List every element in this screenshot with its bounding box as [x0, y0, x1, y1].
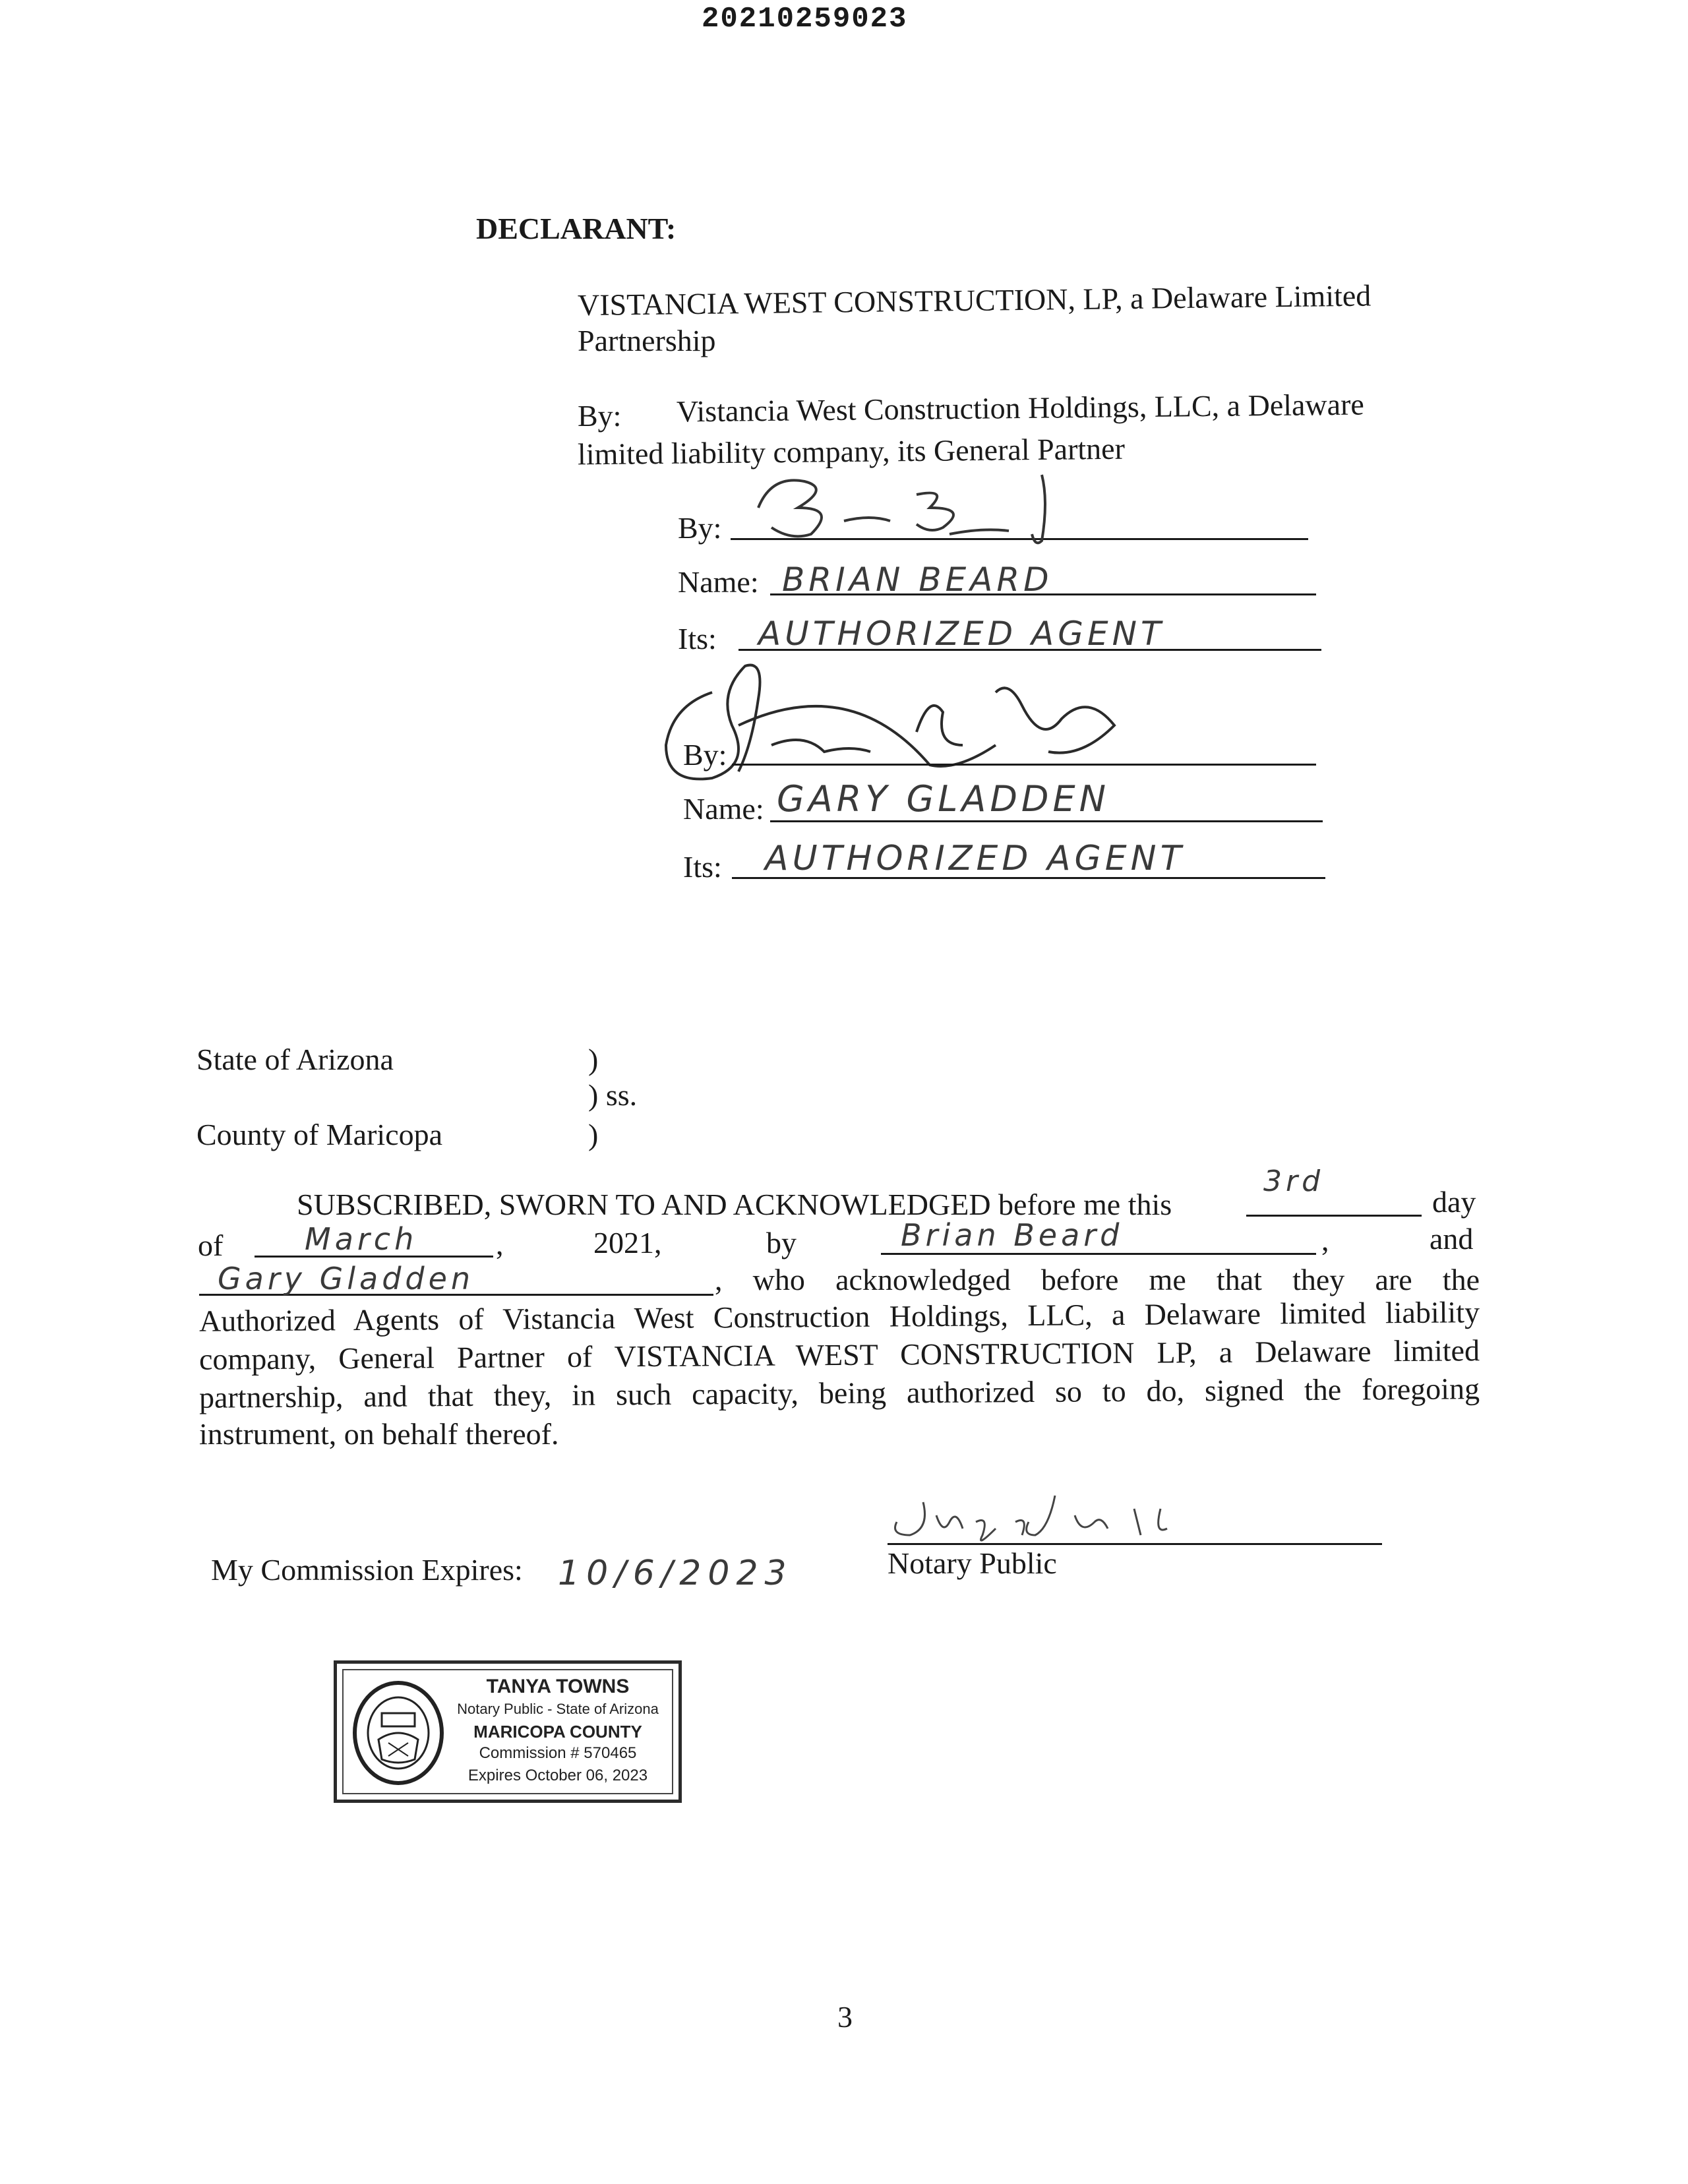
declarant-heading: DECLARANT:	[476, 212, 677, 245]
commission-value: 10/6/2023	[558, 1554, 793, 1593]
stamp-title: Notary Public - State of Arizona	[457, 1701, 659, 1717]
sig2-by-label: By:	[683, 738, 727, 772]
ack-person2-value: Gary Gladden	[218, 1261, 475, 1296]
stamp-name: TANYA TOWNS	[486, 1676, 630, 1697]
sig1-by-label: By:	[678, 511, 722, 545]
venue-ss: ) ss.	[588, 1078, 638, 1112]
ack-day-value: 3rd	[1263, 1165, 1325, 1198]
stamp-county: MARICOPA COUNTY	[473, 1722, 642, 1742]
sig1-signature	[732, 462, 1075, 547]
sig1-its-value: AUTHORIZED AGENT	[758, 615, 1165, 653]
sig2-name-value: GARY GLADDEN	[777, 778, 1110, 820]
sig2-its-label: Its:	[683, 850, 722, 884]
venue-state: State of Arizona	[196, 1043, 394, 1076]
declarant-entity-line2: Partnership	[578, 324, 716, 357]
sig2-name-line	[770, 820, 1323, 822]
notary-stamp	[334, 1660, 682, 1803]
sig2-signature	[653, 653, 1141, 798]
venue-paren-bottom: )	[588, 1118, 599, 1151]
page-number: 3	[837, 2000, 853, 2034]
notary-label: Notary Public	[888, 1546, 1057, 1580]
stamp-commission: Commission # 570465	[479, 1744, 637, 1762]
declarant-entity-line1: VISTANCIA WEST CONSTRUCTION, LP, a Delaware Limited	[577, 278, 1372, 322]
sig1-name-label: Name:	[678, 565, 759, 599]
ack-and-label: and	[1430, 1222, 1474, 1256]
venue-paren-top: )	[588, 1043, 599, 1076]
state-seal-icon	[349, 1677, 448, 1789]
sig1-name-value: BRIAN BEARD	[782, 561, 1053, 599]
ack-line1-suffix: day	[1432, 1185, 1476, 1219]
ack-line5: company, General Partner of VISTANCIA WEST CONSTRUCTION LP, a Delaware limited	[198, 1333, 1480, 1376]
stamp-expires: Expires October 06, 2023	[467, 1767, 648, 1784]
sig1-its-label: Its:	[678, 622, 717, 655]
declarant-by-label: By:	[578, 399, 622, 433]
ack-of-label: of	[198, 1228, 224, 1262]
ack-person1-line	[881, 1253, 1316, 1255]
ack-by-label: by	[766, 1226, 797, 1259]
document-number: 20210259023	[702, 3, 908, 36]
ack-day-line	[1246, 1215, 1422, 1217]
declarant-by-text: Vistancia West Construction Holdings, LLC, a Delaware	[676, 387, 1365, 429]
ack-year: 2021,	[593, 1226, 662, 1259]
sig2-name-label: Name:	[683, 792, 764, 826]
sig2-by-line	[732, 764, 1316, 766]
ack-line1-prefix: SUBSCRIBED, SWORN TO AND ACKNOWLEDGED before me this	[297, 1188, 1172, 1221]
ack-line7: instrument, on behalf thereof.	[199, 1417, 559, 1451]
declarant-by-line2: limited liability company, its General Partner	[577, 431, 1126, 471]
ack-comma2: ,	[1321, 1223, 1329, 1257]
ack-line6: partnership, and that they, in such capacity, being authorized so to do, signed the foregoing	[198, 1372, 1480, 1414]
venue-county: County of Maricopa	[196, 1118, 443, 1151]
ack-month-value: March	[305, 1221, 418, 1257]
ack-person1-value: Brian Beard	[901, 1217, 1124, 1253]
ack-line4: Authorized Agents of Vistancia West Construction Holdings, LLC, a Delaware limited liability	[198, 1295, 1480, 1338]
commission-label: My Commission Expires:	[211, 1553, 523, 1587]
sig2-its-value: AUTHORIZED AGENT	[765, 839, 1186, 878]
ack-line3: , who acknowledged before me that they are the	[715, 1263, 1480, 1296]
ack-comma1: ,	[496, 1227, 504, 1261]
